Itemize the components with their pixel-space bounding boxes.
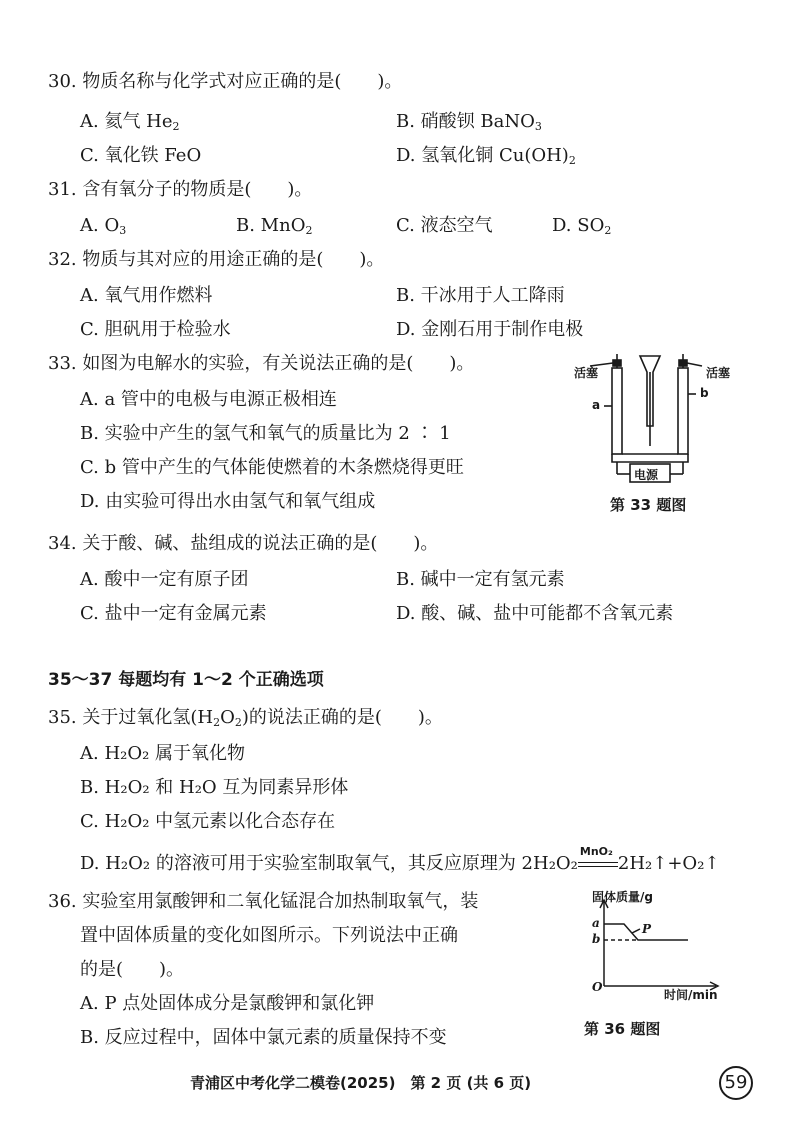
q30-option-d: D. 氢氧化铜 $Cu(OH)_2$ — [396, 145, 576, 167]
q30-option-c: C. 氧化铁 FeO — [80, 145, 202, 166]
power-source-label: 电源 — [634, 468, 659, 482]
graph-origin: O — [592, 980, 603, 994]
graph-label-b: b — [592, 932, 601, 946]
q36-option-a: A. P 点处固体成分是氯酸钾和氯化钾 — [80, 993, 375, 1014]
q31-option-d: D. $SO_2$ — [552, 215, 612, 237]
stopcock-right-label: 活塞 — [706, 366, 731, 380]
q33-option-b: B. 实验中产生的氢气和氧气的质量比为 2 ∶ 1 — [80, 423, 451, 444]
q35-option-a: A. H₂O₂ 属于氧化物 — [80, 743, 246, 764]
q36-option-b: B. 反应过程中，固体中氯元素的质量保持不变 — [80, 1027, 447, 1048]
q35-option-c: C. H₂O₂ 中氢元素以化合态存在 — [80, 811, 336, 832]
graph-ylabel: 固体质量/g — [592, 890, 653, 904]
q36-stem-line1: 36. 实验室用氯酸钾和二氧化锰混合加热制取氧气，装 — [48, 891, 479, 912]
q35-stem: 35. 关于过氧化氢$(H_2O_2)$的说法正确的是( )。 — [48, 707, 443, 729]
graph-xlabel: 时间/min — [664, 988, 718, 1002]
q34-option-d: D. 酸、碱、盐中可能都不含氧元素 — [396, 603, 674, 624]
q34-option-c: C. 盐中一定有金属元素 — [80, 603, 267, 624]
catalyst-arrow: MnO₂ — [578, 852, 618, 876]
q32-option-a: A. 氧气用作燃料 — [80, 285, 213, 306]
q30-option-a: A. 氦气 $He_2$ — [80, 111, 180, 133]
q33-figure-caption: 第 33 题图 — [610, 496, 687, 514]
tube-a-label: a — [592, 398, 601, 412]
q30-option-b: B. 硝酸钡 BaNO$_3$ — [396, 111, 542, 133]
q34-option-b: B. 碱中一定有氢元素 — [396, 569, 565, 590]
q33-option-d: D. 由实验可得出水由氢气和氧气组成 — [80, 491, 376, 512]
q35-option-d: D. H₂O₂ 的溶液可用于实验室制取氧气，其反应原理为 2H₂O₂ MnO₂ 2H₂↑+O₂↑ — [80, 845, 720, 874]
q31-option-b: B. MnO$_2$ — [236, 215, 313, 237]
graph-label-a: a — [592, 916, 600, 930]
page-footer: 青浦区中考化学二模卷(2025) 第 2 页 (共 6 页) — [190, 1074, 532, 1092]
q32-stem: 32. 物质与其对应的用途正确的是( )。 — [48, 249, 385, 270]
solid-mass-graph — [588, 896, 728, 996]
q35-option-b: B. H₂O₂ 和 H₂O 互为同素异形体 — [80, 777, 349, 798]
tube-b-label: b — [700, 386, 709, 400]
q32-option-d: D. 金刚石用于制作电极 — [396, 319, 584, 340]
q31-option-a: A. $O_3$ — [80, 215, 127, 237]
q34-option-a: A. 酸中一定有原子团 — [80, 569, 249, 590]
graph-label-p: P — [642, 922, 652, 936]
q33-stem: 33. 如图为电解水的实验，有关说法正确的是( )。 — [48, 353, 475, 374]
q36-figure-caption: 第 36 题图 — [584, 1020, 661, 1038]
q33-option-a: A. a 管中的电极与电源正极相连 — [80, 389, 337, 410]
q32-option-b: B. 干冰用于人工降雨 — [396, 285, 565, 306]
q31-option-c: C. 液态空气 — [396, 215, 493, 236]
q33-option-c: C. b 管中产生的气体能使燃着的木条燃烧得更旺 — [80, 457, 464, 478]
section-heading: 35～37 每题均有 1～2 个正确选项 — [48, 670, 324, 690]
q34-stem: 34. 关于酸、碱、盐组成的说法正确的是( )。 — [48, 533, 439, 554]
q32-option-c: C. 胆矾用于检验水 — [80, 319, 231, 340]
page-number-badge: 59 — [719, 1066, 753, 1100]
q36-stem-line2: 置中固体质量的变化如图所示。下列说法中正确 — [80, 925, 458, 946]
q30-stem: 30. 物质名称与化学式对应正确的是( )。 — [48, 71, 403, 92]
q31-stem: 31. 含有氧分子的物质是( )。 — [48, 179, 313, 200]
stopcock-left-label: 活塞 — [574, 366, 599, 380]
q36-stem-line3: 的是( )。 — [80, 959, 185, 980]
